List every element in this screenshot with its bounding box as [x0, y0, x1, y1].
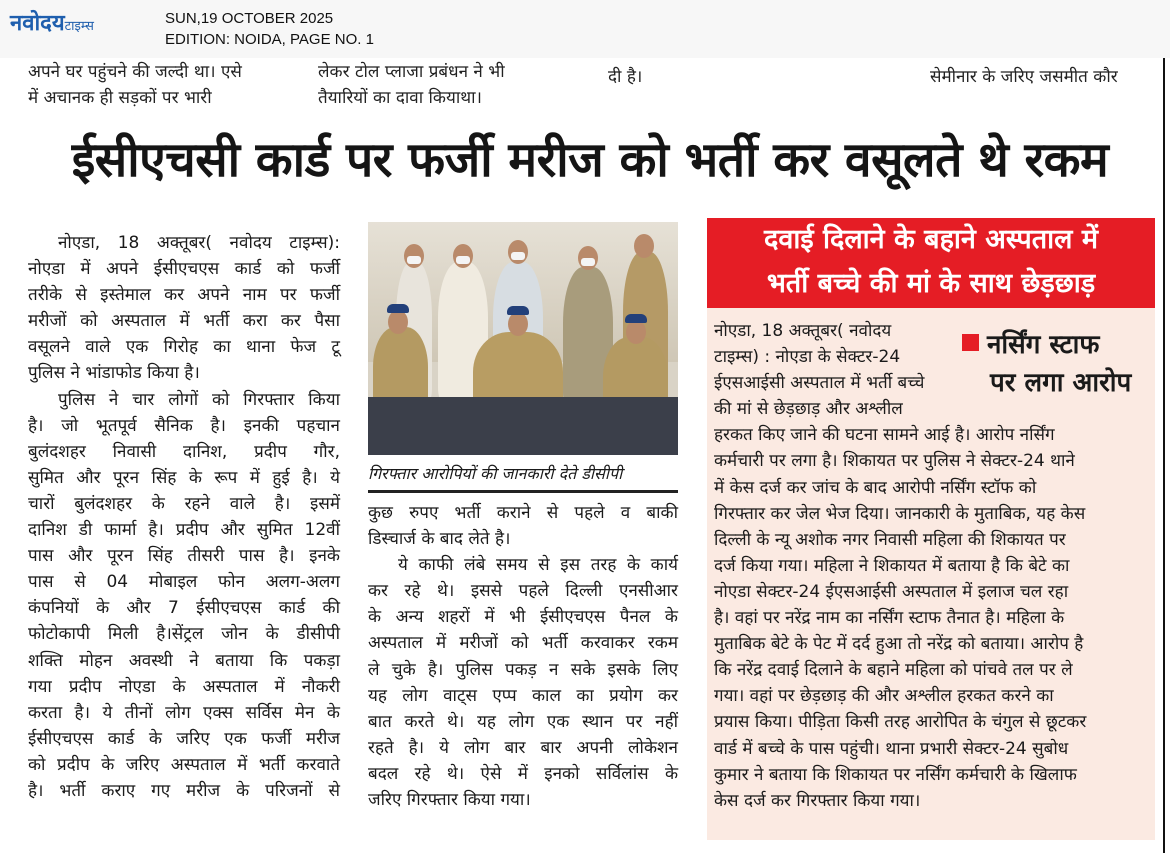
text-line: पास और पूरन सिंह तीसरी पास है। इनके — [28, 546, 340, 567]
side-story-body — [714, 318, 1154, 814]
text-line: है। भर्ती कराए गए मरीज के परिजनों से — [28, 780, 340, 801]
text-line: टाइम्स) : नोएडा के सेक्टर-24 — [714, 347, 901, 368]
prev-article-col-3 — [608, 64, 728, 90]
text-line: प्रयास किया। पीड़िता किसी तरह आरोपित के चंगुल से छूटकर — [714, 712, 1087, 733]
newspaper-logo — [10, 12, 94, 39]
text-line: दिल्ली के न्यू अशोक नगर निवासी महिला की शिकायत पर — [714, 529, 1066, 550]
text-line: नोएडा, 18 अक्तूबर( नवोदय — [714, 321, 892, 341]
text-line: ईएसआईसी अस्पताल में भर्ती बच्चे — [714, 373, 925, 394]
logo-main: नवोदय — [10, 11, 65, 36]
prev-article-col-2 — [318, 59, 588, 111]
text-line: नोएडा में अपने ईसीएचएस कार्ड को फर्जी — [28, 259, 340, 280]
text-line: वार्ड में बच्चे के पास पहुंची। थाना प्रभारी सेक्टर-24 सुबोध — [714, 738, 1069, 759]
text-line: है। जो भूतपूर्व सैनिक है। इनकी पहचान — [28, 415, 340, 436]
text-line: सेमीनार के जरिए जसमीत कौर — [930, 67, 1118, 87]
text-line: तरीके से इस्तेमाल कर अपने नाम पर फर्जी — [28, 285, 340, 306]
text-line: कुमार ने बताया कि शिकायत पर नर्सिंग कर्मचारी के खिलाफ — [714, 764, 1077, 785]
text-line: कुछ रुपए भर्ती कराने से पहले व बाकी — [368, 503, 678, 523]
text-line: पुलिस ने भांडाफोड किया है। — [28, 363, 200, 384]
subhead-line: पर लगा आरोप — [990, 368, 1132, 398]
news-photo — [368, 222, 678, 455]
text-line: कंपनियों के और 7 ईसीएचएस कार्ड की — [28, 598, 340, 619]
person-head — [626, 320, 646, 344]
text-line: ले चुके है। पुलिस पकड़ न सके इसके लिए — [368, 659, 678, 680]
photo-caption: गिरफ्तार आरोपियों की जानकारी देते डीसीपी — [368, 462, 678, 493]
text-line: के अन्य शहरों में भी ईसीएचएस पैनल के — [368, 607, 678, 628]
headline-line: भर्ती बच्चे की मां के साथ छेड़छाड़ — [766, 268, 1096, 299]
text-line: सुमित और पूरन सिंह के रूप में हुई है। ये — [28, 467, 340, 488]
text-line: बुलंदशहर निवासी दानिश, प्रदीप गौर, — [28, 441, 340, 462]
text-line: बात करते थे। यह लोग एक स्थान पर नहीं — [368, 711, 678, 732]
person-head — [388, 310, 408, 334]
text-line: ये काफी लंबे समय से इस तरह के कार्य — [398, 555, 678, 576]
headline-line: दवाई दिलाने के बहाने अस्पताल में — [764, 224, 1098, 255]
text-line: की मां से छेड़छाड़ और अश्लील — [714, 399, 903, 420]
text-line: अपने घर पहुंचने की जल्दी था। एसे — [28, 62, 242, 82]
main-story-left-column — [28, 230, 340, 804]
text-line: शक्ति मोहन अवस्थी ने बताया कि पकड़ा — [28, 650, 340, 671]
text-line: रहते है। ये लोग बार बार अपनी लोकेशन — [368, 737, 678, 758]
person-head — [508, 312, 528, 336]
police-cap — [625, 314, 647, 323]
text-line: बदल रहे थे। ऐसे में इनको सर्विलांस के — [368, 763, 678, 784]
text-line: जरिए गिरफ्तार किया गया। — [368, 790, 531, 811]
logo-sub: टाइम्स — [64, 19, 94, 34]
face-mask — [581, 258, 595, 266]
text-line: में अचानक ही सड़कों पर भारी — [28, 88, 212, 108]
main-headline: ईसीएचसी कार्ड पर फर्जी मरीज को भर्ती कर वसूलते थे रकम — [71, 132, 1109, 188]
text-line: वसूलने वाले एक गिरोह का थाना फेज टू — [28, 337, 340, 358]
police-cap — [507, 306, 529, 315]
page-header — [0, 0, 1170, 58]
text-line: यह लोग वाट्स एप्प काल का प्रयोग कर — [368, 685, 678, 706]
text-line: पुलिस ने चार लोगों को गिरफ्तार किया — [58, 389, 340, 410]
text-line: मरीजों को अस्पताल में भर्ती करा कर पैसा — [28, 311, 340, 332]
police-cap — [387, 304, 409, 313]
prev-article-col-1 — [28, 59, 303, 111]
subhead-line: नर्सिंग स्टाफ — [987, 330, 1100, 360]
text-line: गया। वहां पर छेड़छाड़ की और अश्लील हरकत करने का — [714, 686, 1054, 707]
text-line: हरकत किए जाने की घटना सामने आई है। आरोप नर्सिंग — [714, 425, 1055, 446]
text-line: डिस्चार्ज के बाद लेते है। — [368, 529, 511, 550]
text-line: चारों बुलंदशहर के रहने वाले है। इसमें — [28, 493, 340, 514]
text-line: मुताबिक बेटे के पेट में दर्द हुआ तो नरेंद्र को बताया। आरोप है — [714, 634, 1084, 655]
person-head — [634, 234, 654, 258]
text-line: पास से 04 मोबाइल फोन अलग-अलग — [28, 572, 340, 593]
text-line: गया प्रदीप नोएडा के अस्पताल में नौकरी — [28, 676, 340, 697]
text-line: में केस दर्ज कर जांच के बाद आरोपी नर्सिंग स्टॉफ को — [714, 477, 1037, 498]
text-line: फोटोकापी मिली है।सेंट्रल जोन के डीसीपी — [28, 624, 340, 645]
text-line: करता है। ये तीनों लोग एक्स सर्विस मेन के — [28, 702, 340, 723]
text-line: ईसीएचएस कार्ड के जरिए एक फर्जी मरीज — [28, 728, 340, 749]
main-story-middle-column — [368, 500, 678, 813]
text-line: केस दर्ज कर गिरफ्तार किया गया। — [714, 790, 921, 811]
face-mask — [407, 256, 421, 264]
text-line: को प्रदीप के जरिए अस्पताल में भर्ती करवाते — [28, 754, 340, 775]
edition-info — [165, 8, 374, 50]
text-line: गिरफ्तार कर जेल भेज दिया। जानकारी के मुताबिक, यह केस — [714, 503, 1086, 524]
text-line: दानिश डी फार्मा है। प्रदीप और सुमित 12वीं — [28, 520, 340, 541]
text-line: नोएडा सेक्टर-24 ईएसआईसी अस्पताल में इलाज चल रहा — [714, 581, 1069, 602]
side-story-headline — [707, 218, 1155, 308]
text-line: कर रहे थे। इससे पहले दिल्ली एनसीआर — [368, 581, 678, 602]
face-mask — [456, 256, 470, 264]
edition-page: EDITION: NOIDA, PAGE NO. 1 — [165, 31, 374, 48]
text-line: कि नरेंद्र दवाई दिलाने के बहाने महिला को पांचवे तल पर ले — [714, 660, 1073, 681]
face-mask — [511, 252, 525, 260]
publication-date: SUN,19 OCTOBER 2025 — [165, 10, 334, 27]
photo-table — [368, 397, 678, 455]
text-line: नोएडा, 18 अक्तूबर( नवोदय टाइम्स): — [58, 233, 340, 253]
text-line: अस्पताल में मरीजों को भर्ती करवाकर रकम — [368, 633, 678, 654]
text-line: तैयारियों का दावा कियाथा। — [318, 88, 482, 108]
text-line: लेकर टोल प्लाजा प्रबंधन ने भी — [318, 62, 505, 82]
page-edge-divider — [1163, 58, 1165, 853]
text-line: कर्मचारी पर लगा है। शिकायत पर पुलिस ने सेक्टर-24 थाने — [714, 451, 1075, 472]
prev-article-col-4 — [930, 64, 1158, 90]
text-line: दर्ज किया गया। महिला ने शिकायत में बताया है कि बेटे का — [714, 555, 1070, 576]
text-line: है। वहां पर नरेंद्र नाम का नर्सिंग स्टाफ तैनात है। महिला के — [714, 608, 1065, 629]
text-line: दी है। — [608, 67, 643, 87]
